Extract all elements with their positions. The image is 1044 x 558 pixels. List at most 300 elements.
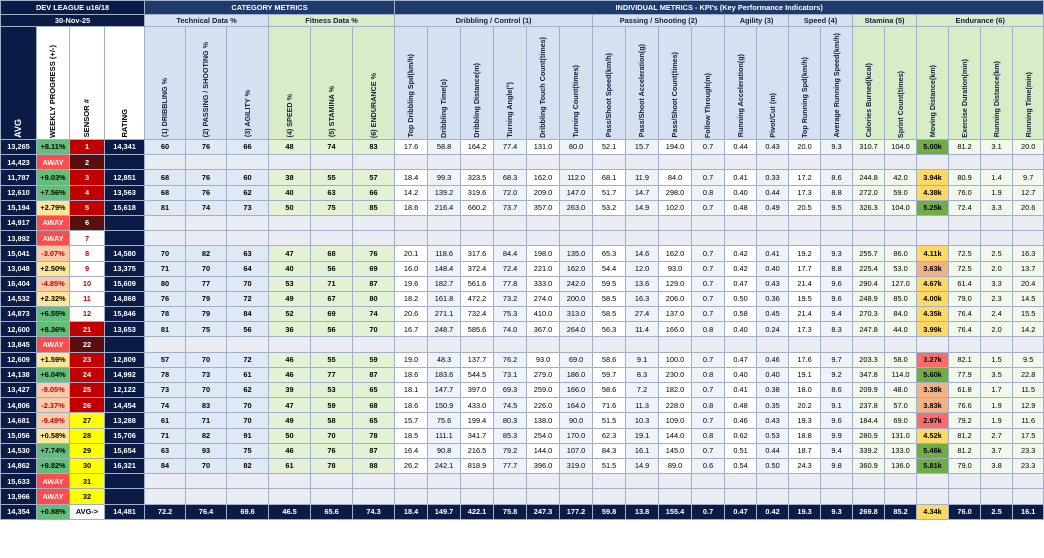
metric-cell: 70 — [227, 276, 269, 291]
metric-cell: 20.0 — [1013, 140, 1044, 155]
metric-cell — [917, 337, 949, 352]
header-metric-label: Top Running Spd(km/h) — [799, 56, 809, 138]
metric-cell: 24.3 — [789, 458, 821, 473]
metric-cell: 76 — [186, 170, 227, 185]
metric-cell — [593, 215, 626, 230]
player-rating: 15,609 — [105, 276, 145, 291]
metric-cell: 20.0 — [789, 140, 821, 155]
player-row — [1, 155, 1044, 170]
metric-cell — [186, 474, 227, 489]
metric-cell — [692, 474, 725, 489]
metric-cell: 1.9 — [981, 398, 1013, 413]
metric-cell: 52 — [269, 307, 311, 322]
metric-cell: 76.4 — [949, 322, 981, 337]
header-metric — [311, 27, 353, 140]
metric-cell: 561.6 — [461, 276, 494, 291]
header-metric — [353, 27, 395, 140]
header-metric-label: Top Dribbling Spd(km/h) — [406, 54, 416, 138]
metric-cell: 3.94k — [917, 170, 949, 185]
metric-cell: 46 — [269, 367, 311, 382]
avg-row-metric: 2.5 — [981, 504, 1013, 519]
metric-cell: 58.8 — [428, 140, 461, 155]
metric-cell: 57 — [353, 170, 395, 185]
metric-cell: 410.0 — [527, 307, 560, 322]
weekly-progress: +2.50% — [37, 261, 70, 276]
header-metric-label: Pass/Shoot Speed(km/h) — [604, 53, 614, 138]
metric-cell: 0.24 — [757, 322, 789, 337]
metric-cell: 104.0 — [885, 140, 917, 155]
metric-cell: 0.50 — [757, 458, 789, 473]
metric-cell: 68.1 — [593, 170, 626, 185]
metric-cell: 79.2 — [494, 443, 527, 458]
group-fitness: Fitness Data % — [269, 15, 395, 27]
metric-cell: 87 — [353, 367, 395, 382]
metric-cell: 89.0 — [659, 458, 692, 473]
metric-cell: 20.6 — [395, 307, 428, 322]
metric-cell: 23.3 — [1013, 443, 1044, 458]
metric-cell: 182.0 — [659, 383, 692, 398]
metric-cell: 18.6 — [395, 367, 428, 382]
metric-cell: 77 — [186, 276, 227, 291]
header-metric-label: (5) STAMINA % — [326, 86, 336, 138]
metric-cell: 56.3 — [593, 322, 626, 337]
metric-cell — [461, 155, 494, 170]
avg-row-metric: 0.7 — [692, 504, 725, 519]
metric-cell: 17.3 — [789, 322, 821, 337]
metric-cell: 19.0 — [395, 352, 428, 367]
metric-cell — [428, 155, 461, 170]
metric-cell — [821, 231, 853, 246]
metric-cell: 74 — [145, 398, 186, 413]
metric-cell: 9.4 — [821, 307, 853, 322]
metric-cell: 0.53 — [757, 428, 789, 443]
metric-cell: 3.63k — [917, 261, 949, 276]
metric-cell: 20.5 — [789, 200, 821, 215]
metric-cell: 73 — [186, 367, 227, 382]
league-title: DEV LEAGUE u16/18 — [1, 1, 145, 15]
player-rating: 15,654 — [105, 443, 145, 458]
metric-cell: 14.9 — [626, 458, 659, 473]
metric-cell: 221.0 — [527, 261, 560, 276]
metric-cell — [494, 155, 527, 170]
metric-cell — [981, 489, 1013, 504]
metric-cell: 203.3 — [853, 352, 885, 367]
metric-cell — [395, 231, 428, 246]
metric-cell — [494, 231, 527, 246]
metric-cell — [145, 231, 186, 246]
metric-cell: 0.40 — [725, 322, 757, 337]
metric-cell: 82 — [186, 428, 227, 443]
metric-cell: 3.38k — [917, 383, 949, 398]
metric-cell: 131.0 — [885, 428, 917, 443]
metric-cell: 200.0 — [560, 291, 593, 306]
metric-cell: 137.0 — [659, 307, 692, 322]
metric-cell — [527, 474, 560, 489]
metric-cell: 259.0 — [527, 383, 560, 398]
metric-cell: 71 — [145, 428, 186, 443]
metric-cell: 372.4 — [461, 261, 494, 276]
player-rating: 14,454 — [105, 398, 145, 413]
metric-cell — [692, 489, 725, 504]
header-metric-label: Turning Count(times) — [571, 65, 581, 138]
metric-cell — [725, 489, 757, 504]
metric-cell: 8.3 — [821, 322, 853, 337]
player-avg: 13,427 — [1, 383, 37, 398]
player-row — [1, 383, 1044, 398]
metric-cell: 0.36 — [757, 291, 789, 306]
header-metric-label: (6) ENDURANCE % — [368, 72, 378, 138]
metric-cell — [821, 489, 853, 504]
metric-cell: 53.2 — [593, 200, 626, 215]
metric-cell: 85 — [353, 200, 395, 215]
metric-cell: 0.44 — [725, 140, 757, 155]
header-metric-label: Running Distance(km) — [991, 61, 1001, 138]
metric-cell: 74 — [311, 140, 353, 155]
metric-cell: 0.47 — [725, 352, 757, 367]
metric-cell: 0.41 — [725, 170, 757, 185]
metric-cell: 0.7 — [692, 246, 725, 261]
metric-cell — [227, 155, 269, 170]
player-avg: 14,530 — [1, 443, 37, 458]
metric-cell: 5.25k — [917, 200, 949, 215]
metric-cell — [428, 215, 461, 230]
metric-cell — [981, 155, 1013, 170]
group-stamina: Stamina (5) — [853, 15, 917, 27]
header-metric-label: Sprint Count(times) — [895, 70, 905, 138]
metric-cell — [145, 474, 186, 489]
metric-cell: 83 — [353, 140, 395, 155]
metric-cell: 72.0 — [494, 185, 527, 200]
header-metric — [227, 27, 269, 140]
metric-cell — [981, 231, 1013, 246]
metric-cell: 48 — [269, 140, 311, 155]
sensor-number: 5 — [70, 200, 105, 215]
player-row — [1, 231, 1044, 246]
metric-cell: 9.9 — [821, 428, 853, 443]
metric-cell — [659, 337, 692, 352]
metric-cell: 48.0 — [885, 383, 917, 398]
player-rating — [105, 231, 145, 246]
metric-cell: 1.7 — [981, 383, 1013, 398]
metric-cell: 59.0 — [885, 185, 917, 200]
metric-cell — [789, 474, 821, 489]
avg-row-metric: 72.2 — [145, 504, 186, 519]
metric-cell — [461, 231, 494, 246]
metric-cell: 44.0 — [885, 322, 917, 337]
metric-cell: 129.0 — [659, 276, 692, 291]
metric-cell: 81.2 — [949, 140, 981, 155]
metric-cell: 0.50 — [725, 291, 757, 306]
metric-cell — [917, 231, 949, 246]
metric-cell — [1013, 231, 1044, 246]
metric-cell — [593, 474, 626, 489]
metric-cell: 226.0 — [527, 398, 560, 413]
player-avg: 14,681 — [1, 413, 37, 428]
metric-cell: 0.7 — [692, 307, 725, 322]
metric-cell: 21.4 — [789, 307, 821, 322]
metric-cell — [1013, 474, 1044, 489]
metric-cell: 72 — [227, 352, 269, 367]
player-rating: 12,809 — [105, 352, 145, 367]
metric-cell: 65 — [353, 383, 395, 398]
metric-cell: 12.7 — [1013, 185, 1044, 200]
group-speed: Speed (4) — [789, 15, 853, 27]
metric-cell — [853, 489, 885, 504]
weekly-progress: -4.85% — [37, 276, 70, 291]
sensor-number: 9 — [70, 261, 105, 276]
metric-cell — [311, 474, 353, 489]
metric-cell: 4.35k — [917, 307, 949, 322]
avg-row-metric: 65.6 — [311, 504, 353, 519]
player-row — [1, 140, 1044, 155]
metric-cell: 19.6 — [395, 276, 428, 291]
metric-cell — [353, 155, 395, 170]
header-metric-label: Running Acceleration(g) — [735, 54, 745, 138]
metric-cell: 20.4 — [1013, 276, 1044, 291]
player-rating — [105, 489, 145, 504]
metric-cell: 3.99k — [917, 322, 949, 337]
metric-cell: 323.5 — [461, 170, 494, 185]
header-metric-label: (4) SPEED % — [284, 94, 294, 138]
metric-cell: 75.6 — [428, 413, 461, 428]
metric-cell: 68 — [145, 185, 186, 200]
metric-cell: 0.48 — [725, 398, 757, 413]
individual-metrics-band: INDIVIDUAL METRICS - KPI's (Key Performance Indicators) — [395, 1, 1044, 15]
metric-cell — [395, 489, 428, 504]
metric-cell — [885, 489, 917, 504]
metric-cell: 78 — [145, 307, 186, 322]
metric-cell — [626, 489, 659, 504]
metric-cell: 0.6 — [692, 458, 725, 473]
sensor-number: 27 — [70, 413, 105, 428]
metric-cell: 84.4 — [494, 246, 527, 261]
avg-row-metric: 85.2 — [885, 504, 917, 519]
metric-cell: 248.9 — [853, 291, 885, 306]
player-row — [1, 291, 1044, 306]
weekly-progress: +6.04% — [37, 367, 70, 382]
header-metric-label: Dribbling Time(s) — [439, 78, 449, 138]
metric-cell: 16.0 — [395, 261, 428, 276]
metric-cell: 58 — [311, 413, 353, 428]
metric-cell — [821, 155, 853, 170]
metric-cell: 2.3 — [981, 291, 1013, 306]
metric-cell: 17.3 — [789, 185, 821, 200]
metric-cell: 9.7 — [821, 352, 853, 367]
metric-cell — [353, 231, 395, 246]
player-avg: 12,610 — [1, 185, 37, 200]
metric-cell: 0.42 — [725, 246, 757, 261]
metric-cell: 58.5 — [593, 307, 626, 322]
metric-cell: 357.0 — [527, 200, 560, 215]
metric-cell: 0.7 — [692, 352, 725, 367]
metric-cell: 18.4 — [395, 170, 428, 185]
metric-cell: 216.4 — [428, 200, 461, 215]
metric-cell: 72.5 — [949, 261, 981, 276]
metric-cell — [186, 489, 227, 504]
avg-row-metric: 155.4 — [659, 504, 692, 519]
metric-cell: 61 — [269, 458, 311, 473]
metric-cell: 9.1 — [626, 352, 659, 367]
metric-cell: 2.0 — [981, 322, 1013, 337]
metric-cell — [395, 215, 428, 230]
metric-cell: 248.7 — [428, 322, 461, 337]
player-row — [1, 261, 1044, 276]
metric-cell: 8.6 — [821, 383, 853, 398]
metric-cell: 114.0 — [885, 367, 917, 382]
metric-cell — [626, 474, 659, 489]
metric-cell — [461, 474, 494, 489]
player-row — [1, 413, 1044, 428]
metric-cell — [428, 231, 461, 246]
sensor-number: 23 — [70, 352, 105, 367]
metric-cell: 17.2 — [789, 170, 821, 185]
metric-cell: 186.0 — [560, 367, 593, 382]
metric-cell — [494, 337, 527, 352]
metric-cell: 0.7 — [692, 443, 725, 458]
metric-cell — [269, 474, 311, 489]
metric-cell: 16.4 — [395, 443, 428, 458]
metric-cell: 15.7 — [395, 413, 428, 428]
metric-cell: 68 — [311, 246, 353, 261]
avg-row-metric: 0.47 — [725, 504, 757, 519]
avg-row-metric: 177.2 — [560, 504, 593, 519]
metric-cell: 62 — [227, 185, 269, 200]
metric-cell: 225.4 — [853, 261, 885, 276]
player-avg: 13,892 — [1, 231, 37, 246]
metric-cell: 127.0 — [885, 276, 917, 291]
metric-cell: 70 — [186, 458, 227, 473]
metric-cell: 164.0 — [560, 398, 593, 413]
metric-cell: 1.9 — [981, 413, 1013, 428]
metric-cell — [560, 155, 593, 170]
metric-cell: 40 — [269, 261, 311, 276]
metric-cell: 0.42 — [725, 261, 757, 276]
metric-cell: 317.6 — [461, 246, 494, 261]
metric-cell: 70 — [186, 383, 227, 398]
player-row — [1, 474, 1044, 489]
metric-cell: 148.4 — [428, 261, 461, 276]
player-rating: 13,563 — [105, 185, 145, 200]
metric-cell: 46 — [269, 352, 311, 367]
metric-cell: 19.1 — [626, 428, 659, 443]
avg-row-metric: 16.1 — [1013, 504, 1044, 519]
metric-cell — [949, 489, 981, 504]
avg-row-metric: 75.8 — [494, 504, 527, 519]
metric-cell: 80.9 — [949, 170, 981, 185]
metric-cell: 74.0 — [494, 322, 527, 337]
player-rating — [105, 155, 145, 170]
header-metric-label: Turning Angle(°) — [505, 82, 515, 138]
metric-cell: 84.0 — [659, 170, 692, 185]
metric-cell — [725, 474, 757, 489]
metric-cell — [353, 474, 395, 489]
metric-cell: 56 — [227, 322, 269, 337]
metric-cell — [593, 231, 626, 246]
player-rating: 14,868 — [105, 291, 145, 306]
metric-cell: 280.9 — [853, 428, 885, 443]
metric-cell — [885, 215, 917, 230]
header-metric-label: Follow Through(m) — [703, 72, 713, 138]
metric-cell: 81.2 — [949, 428, 981, 443]
player-avg: 13,845 — [1, 337, 37, 352]
weekly-progress: +1.59% — [37, 352, 70, 367]
header-metric-label: Dribbling Touch Count(times) — [538, 36, 548, 138]
metric-cell: 0.7 — [692, 261, 725, 276]
player-rating: 16,321 — [105, 458, 145, 473]
metric-cell: 87 — [353, 443, 395, 458]
metric-cell: 70 — [145, 246, 186, 261]
metric-cell — [395, 155, 428, 170]
player-row — [1, 185, 1044, 200]
category-metrics-band: CATEGORY METRICS — [145, 1, 395, 15]
metric-cell: 0.43 — [757, 276, 789, 291]
metric-cell — [1013, 215, 1044, 230]
player-avg: 14,917 — [1, 215, 37, 230]
metric-cell — [789, 215, 821, 230]
metric-cell: 68 — [145, 170, 186, 185]
metric-cell: 230.0 — [659, 367, 692, 382]
metric-cell — [1013, 489, 1044, 504]
header-metric — [821, 27, 853, 140]
metric-cell — [269, 489, 311, 504]
metric-cell: 5.60k — [917, 367, 949, 382]
metric-cell: 2.0 — [981, 261, 1013, 276]
header-metric-label: Pass/Shoot Acceleration(g) — [637, 44, 647, 138]
header-weekly-progress-label: WEEKLY PROGRESS (+/-) — [48, 44, 58, 138]
metric-cell: 0.44 — [757, 443, 789, 458]
header-metric — [428, 27, 461, 140]
metric-cell: 333.0 — [527, 276, 560, 291]
metric-cell: 9.4 — [821, 443, 853, 458]
metric-cell: 63 — [311, 185, 353, 200]
metric-cell — [560, 489, 593, 504]
metric-cell — [692, 215, 725, 230]
metric-cell: 0.8 — [692, 322, 725, 337]
metric-cell — [626, 337, 659, 352]
metric-cell — [659, 231, 692, 246]
metric-cell — [269, 155, 311, 170]
player-avg: 13,966 — [1, 489, 37, 504]
metric-cell: 0.35 — [757, 398, 789, 413]
metric-cell: 2.4 — [981, 307, 1013, 322]
header-metric-label: (2) PASSING / SHOOTING % — [201, 42, 211, 138]
metric-cell: 75 — [186, 322, 227, 337]
sensor-number: 25 — [70, 383, 105, 398]
metric-cell — [186, 337, 227, 352]
weekly-progress: -9.49% — [37, 413, 70, 428]
player-row — [1, 398, 1044, 413]
metric-cell — [692, 337, 725, 352]
metric-cell: 48.3 — [428, 352, 461, 367]
metric-cell: 0.54 — [725, 458, 757, 473]
metric-cell: 51.5 — [593, 413, 626, 428]
player-avg: 14,423 — [1, 155, 37, 170]
metric-cell: 53 — [311, 383, 353, 398]
metric-cell — [949, 215, 981, 230]
metric-cell: 0.8 — [692, 398, 725, 413]
player-rating — [105, 215, 145, 230]
sensor-number: 8 — [70, 246, 105, 261]
metric-cell: 0.43 — [757, 140, 789, 155]
sensor-number: 6 — [70, 215, 105, 230]
metric-cell — [311, 155, 353, 170]
metric-cell: 21.4 — [789, 276, 821, 291]
metric-cell: 137.7 — [461, 352, 494, 367]
header-metric — [395, 27, 428, 140]
metric-cell: 0.40 — [725, 367, 757, 382]
metric-cell: 11.5 — [1013, 383, 1044, 398]
metric-cell: 18.2 — [395, 291, 428, 306]
